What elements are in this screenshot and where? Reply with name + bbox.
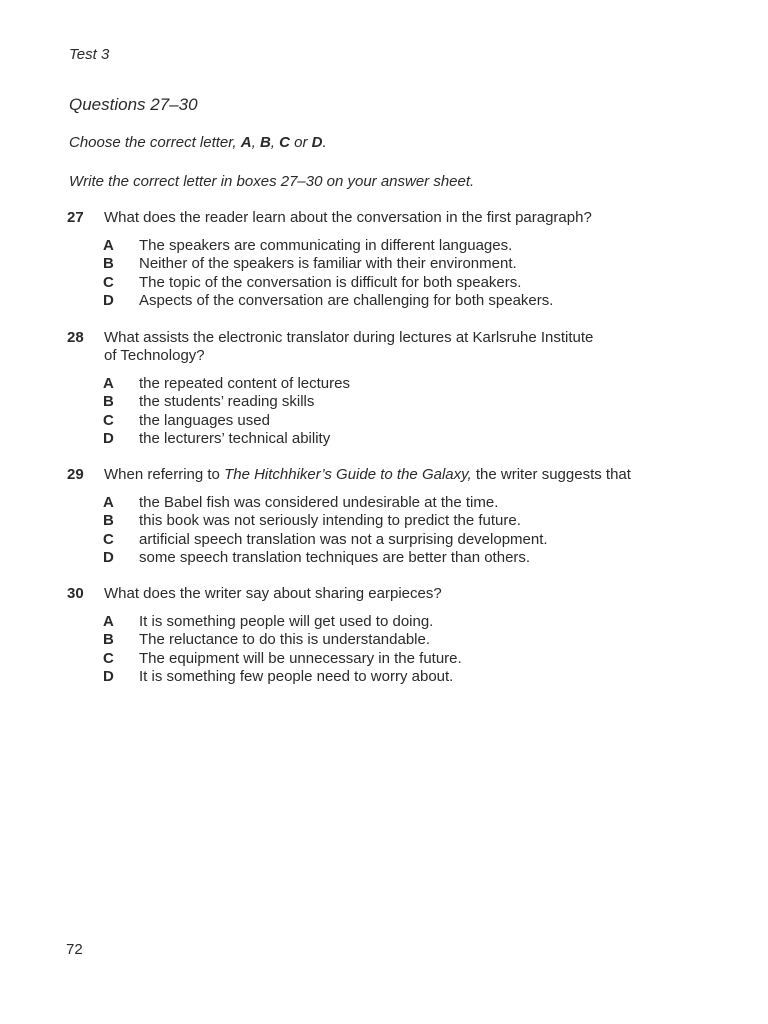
question-28 (67, 329, 707, 448)
option-b: B The reluctance to do this is understandable. (103, 631, 431, 649)
option-c: C artificial speech translation was not a surprising development. (103, 530, 548, 548)
option-c: C The equipment will be unnecessary in the future. (103, 649, 462, 667)
question-30 (67, 585, 707, 686)
option-c: C the languages used (103, 411, 270, 429)
options-list (103, 237, 707, 310)
question-text: When referring to The Hitchhiker’s Guide to the Galaxy, the writer suggests that (104, 466, 631, 483)
question-number: 28 (67, 329, 84, 346)
section-title: Questions 27–30 (69, 95, 198, 114)
page-number: 72 (66, 941, 83, 958)
question-number: 30 (67, 585, 84, 602)
options-list (103, 613, 707, 686)
option-a: A the Babel fish was considered undesirable at the time. (103, 494, 499, 511)
option-d: D some speech translation techniques are better than others. (103, 548, 531, 566)
test-label: Test 3 (69, 46, 110, 63)
book-title: The Hitchhiker’s Guide to the Galaxy, (224, 466, 472, 483)
option-b: B Neither of the speakers is familiar with their environment. (103, 255, 517, 273)
question-text: What does the writer say about sharing earpieces? (104, 585, 442, 602)
option-d: D Aspects of the conversation are challenging for both speakers. (103, 291, 554, 309)
option-a: A It is something people will get used to doing. (103, 613, 434, 630)
instruction-choose-letter: Choose the correct letter, A, B, C or D. (69, 134, 327, 151)
question-text: What assists the electronic translator during lectures at Karlsruhe Institute of Technology? (104, 329, 594, 364)
question-number: 29 (67, 466, 84, 483)
options-list (103, 375, 707, 448)
option-a: A the repeated content of lectures (103, 375, 350, 392)
question-27 (67, 209, 707, 310)
option-d: D It is something few people need to worry about. (103, 667, 454, 685)
option-c: C The topic of the conversation is difficult for both speakers. (103, 273, 522, 291)
question-text: What does the reader learn about the conversation in the first paragraph? (104, 209, 592, 226)
question-29 (67, 466, 707, 567)
instruction-answer-sheet: Write the correct letter in boxes 27–30 on your answer sheet. (69, 173, 475, 190)
question-number: 27 (67, 209, 84, 226)
option-d: D the lecturers’ technical ability (103, 429, 331, 447)
option-b: B this book was not seriously intending to predict the future. (103, 512, 521, 530)
options-list (103, 494, 707, 567)
option-a: A The speakers are communicating in different languages. (103, 237, 513, 254)
option-b: B the students’ reading skills (103, 393, 315, 411)
